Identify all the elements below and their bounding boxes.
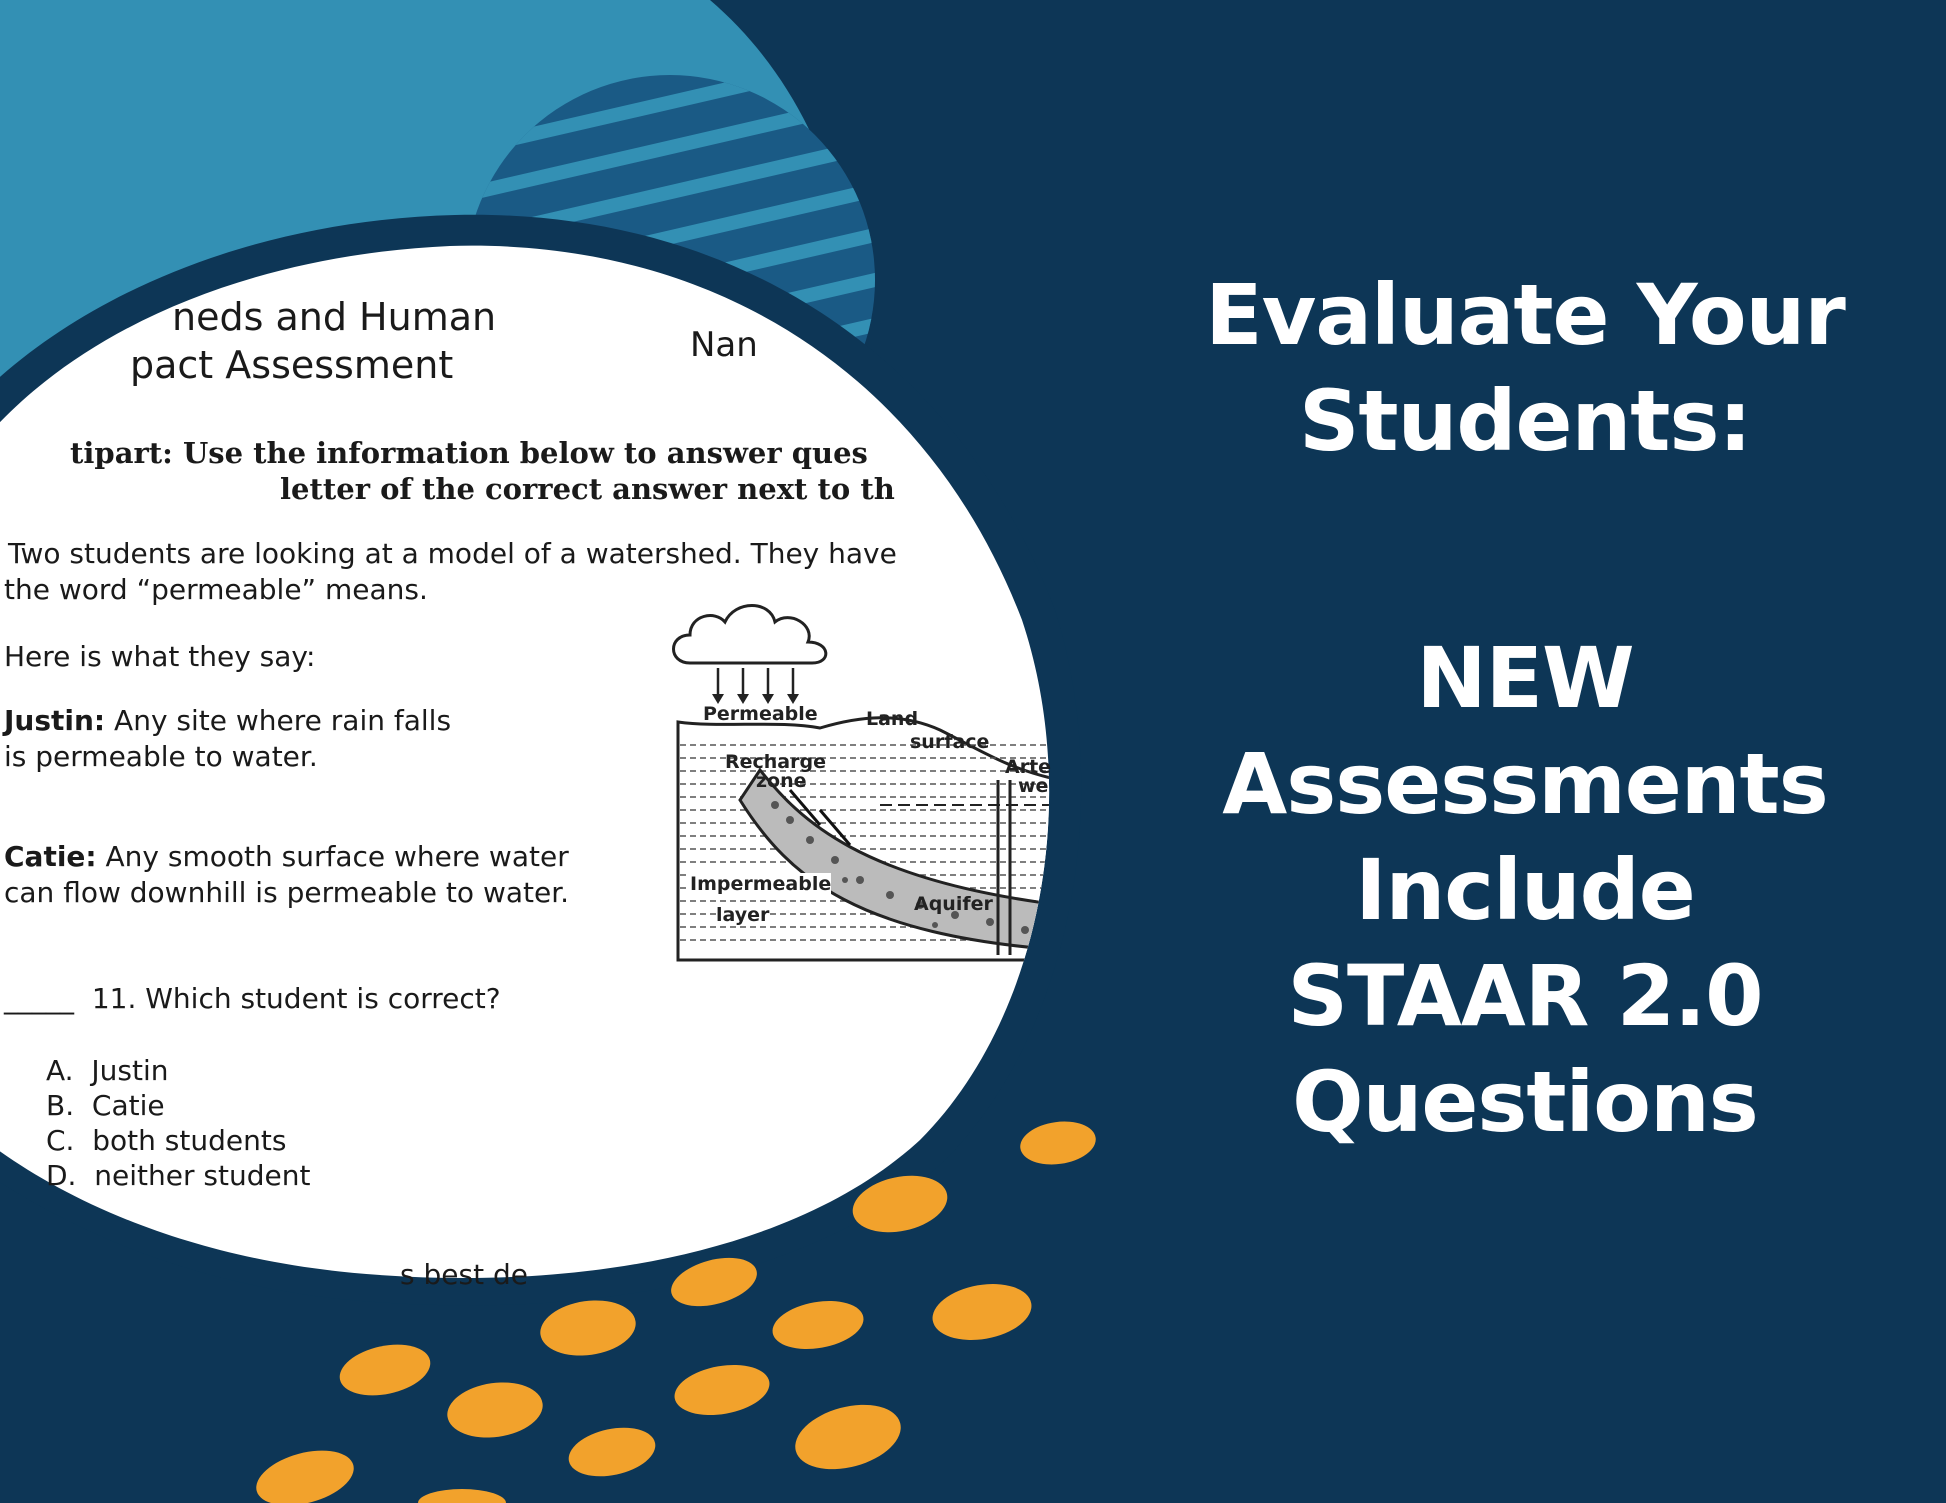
headline-line1: Evaluate Your [1205, 266, 1845, 364]
option-d: D. neither student [46, 1159, 311, 1192]
justin-line2: is permeable to water. [4, 740, 318, 773]
headline-new-assessments [1130, 625, 1920, 1155]
here-text: Here is what they say: [4, 640, 316, 673]
diagram-label-we: we [1018, 775, 1049, 797]
headline-line2: Students: [1298, 372, 1752, 470]
cut-off-text [400, 1258, 528, 1272]
diagram-label-aquifer: Aquifer [914, 893, 993, 915]
name-label: Nan [690, 325, 758, 365]
diagram-label-recharge: Recharge [725, 751, 826, 773]
headline-line5: STAAR 2.0 [1287, 947, 1763, 1045]
justin-line1: Any site where rain falls [105, 704, 452, 737]
catie-statement [4, 840, 569, 873]
option-b: B. Catie [46, 1089, 165, 1122]
headline-evaluate [1130, 262, 1920, 474]
answer-blank: _____ [4, 982, 74, 1015]
diagram-label-zone: zone [756, 770, 807, 792]
diagram-label-arte: Arte [1005, 756, 1052, 778]
diagram-label-impermeable: Impermeable [690, 873, 832, 895]
catie-name: Catie: [4, 840, 97, 873]
catie-line1: Any smooth surface where water [96, 840, 569, 873]
diagram-label-land: Land [866, 708, 919, 730]
instructions-line1: tipart: Use the information below to answer ques [70, 436, 868, 470]
headline-line4: Include [1355, 841, 1695, 939]
diagram-label-permeable: Permeable [703, 703, 818, 725]
question-11 [4, 982, 501, 1015]
catie-line2: can flow downhill is permeable to water. [4, 876, 570, 909]
option-c: C. both students [46, 1124, 287, 1157]
justin-name: Justin: [4, 704, 106, 737]
diagram-label-layer: layer [716, 904, 770, 926]
instructions-line2: letter of the correct answer next to th [280, 472, 895, 506]
worksheet-title-line1: neds and Human [172, 295, 497, 339]
intro-line2: the word “permeable” means. [4, 573, 428, 606]
worksheet-title-line2: pact Assessment [130, 343, 454, 387]
justin-statement [4, 704, 451, 737]
diagram-label-surface: surface [910, 731, 990, 753]
question-text: 11. Which student is correct? [91, 982, 501, 1015]
intro-line1: Two students are looking at a model of a watershed. They have [8, 537, 897, 570]
headline-line6: Questions [1292, 1053, 1758, 1151]
headline-line3: NEW Assessments [1222, 629, 1828, 833]
option-a: A. Justin [46, 1054, 169, 1087]
